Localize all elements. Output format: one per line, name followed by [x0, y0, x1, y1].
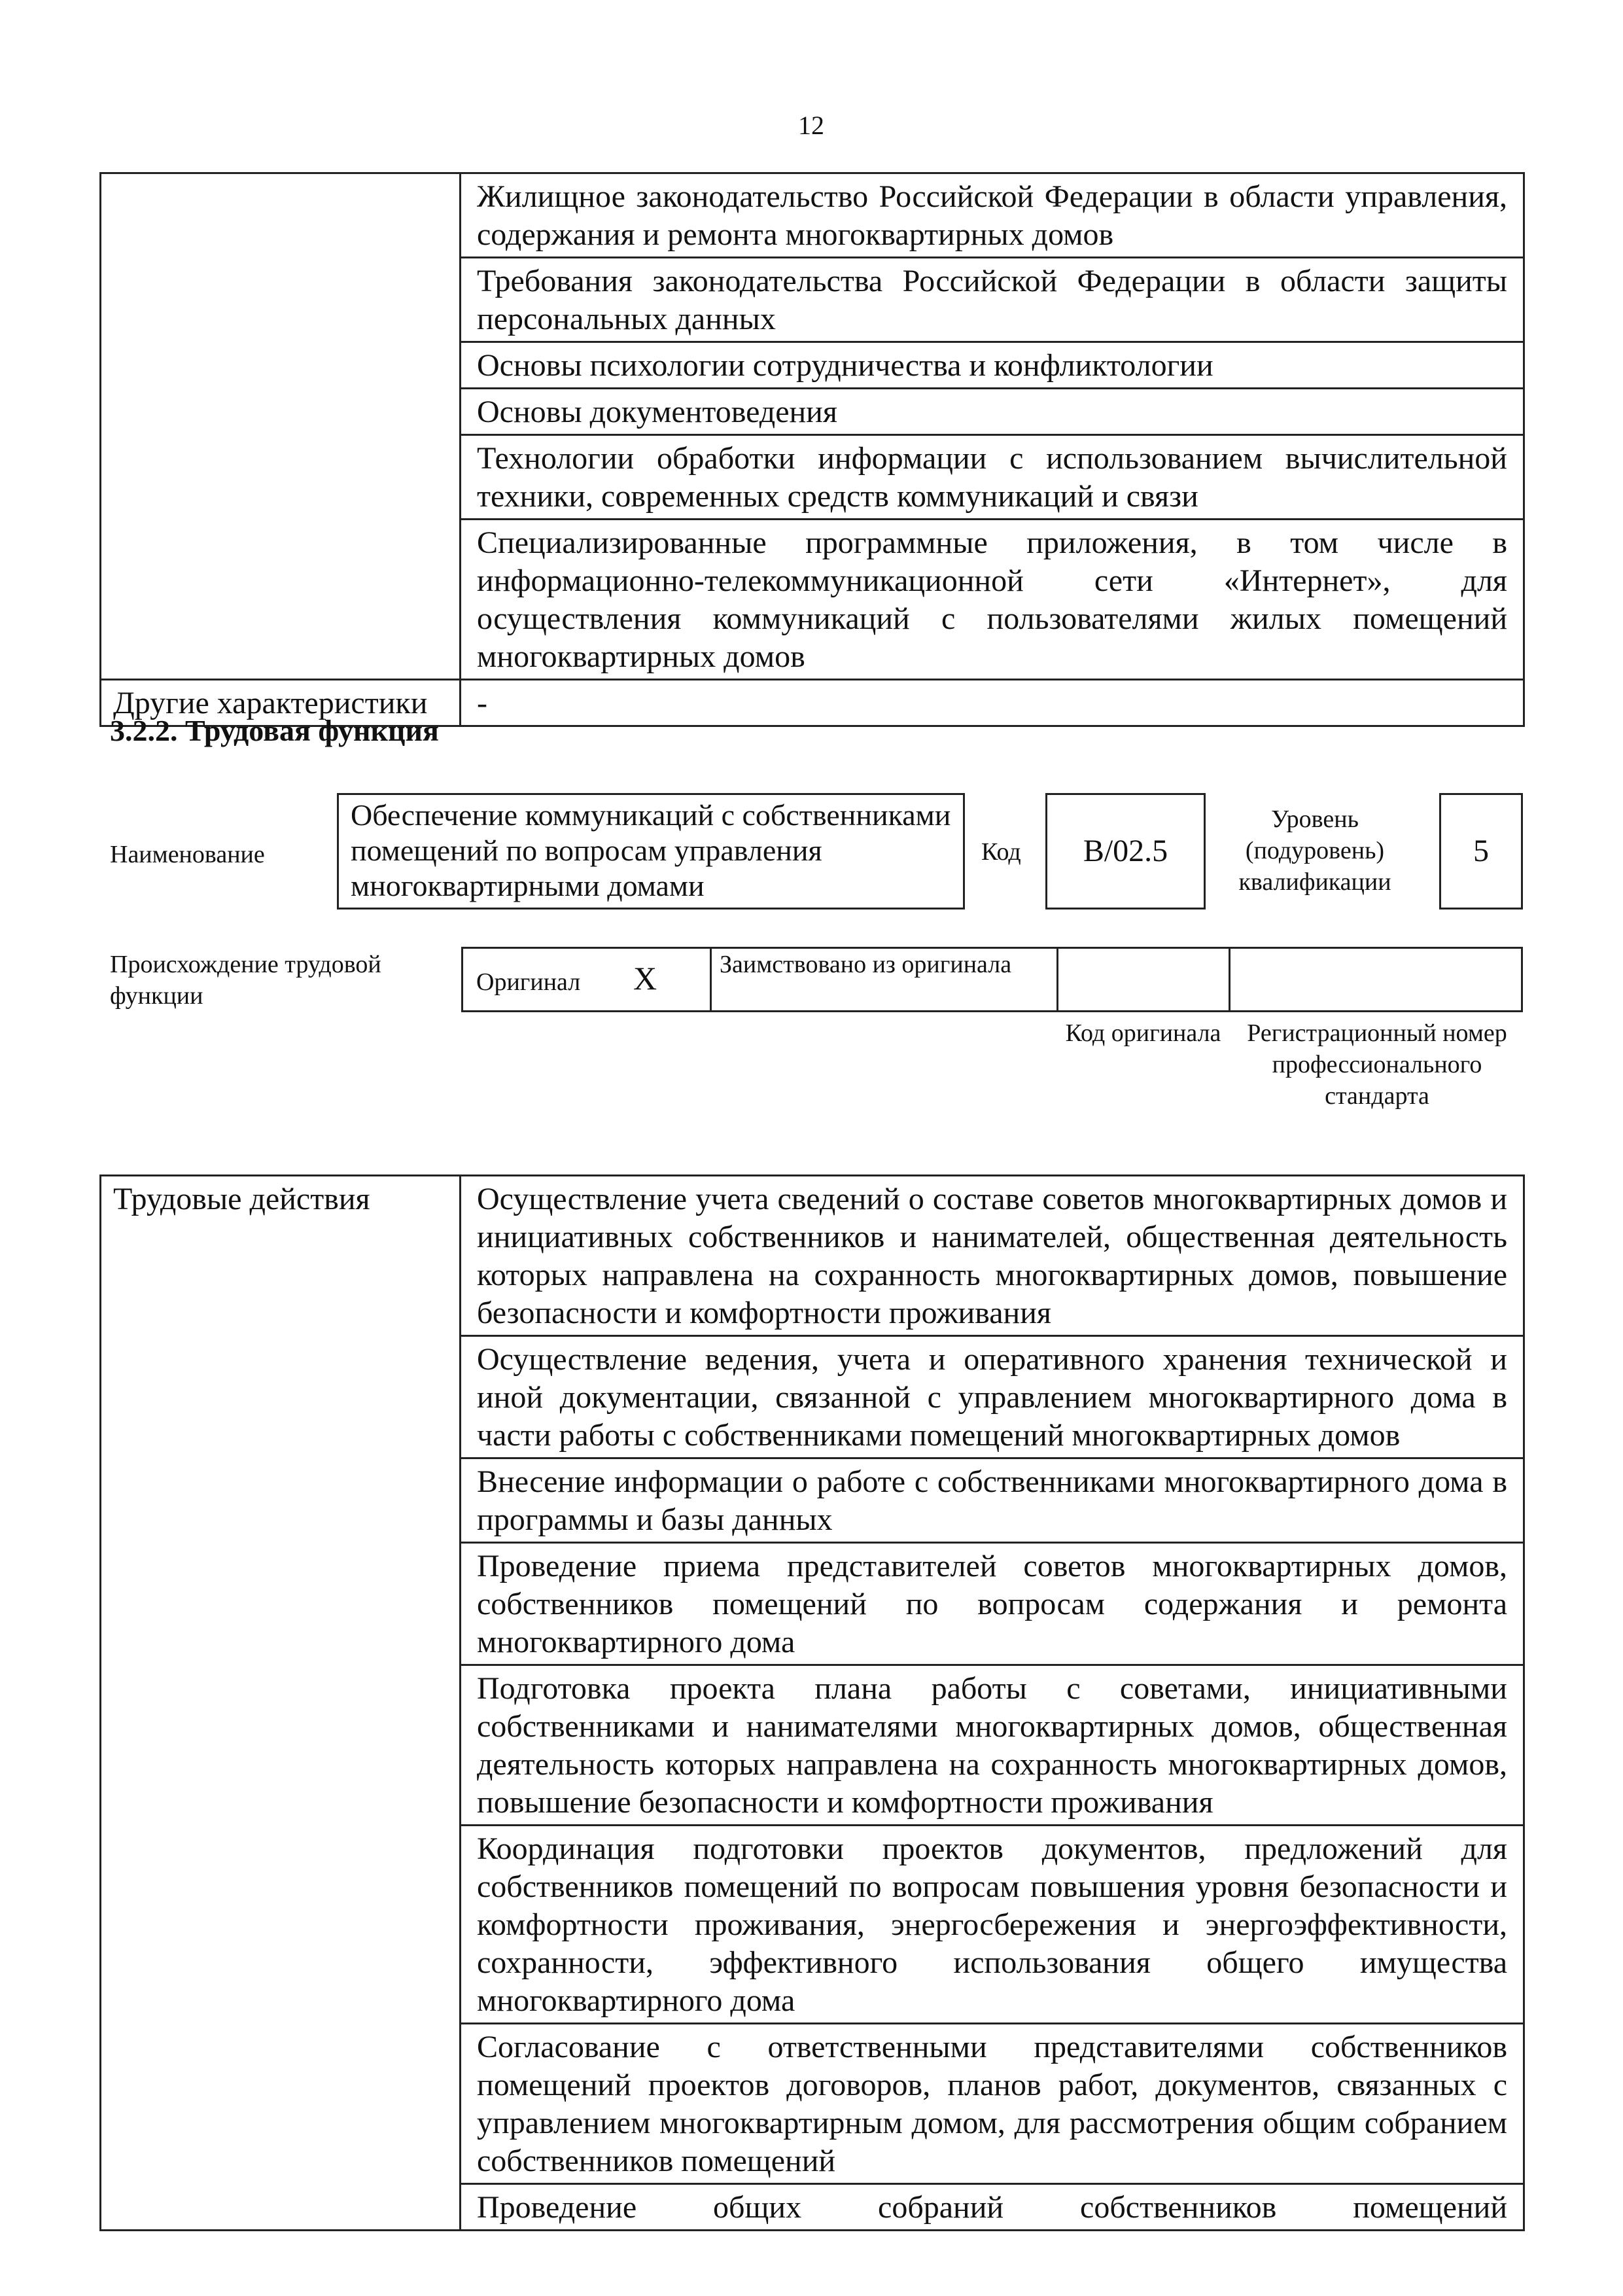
function-name: Обеспечение коммуникаций с собственниками помещений по вопросам управления многоквартирными домами — [351, 798, 951, 902]
code-value: B/02.5 — [1083, 834, 1168, 868]
borrowed-label: Заимствовано из оригинала — [720, 951, 1012, 978]
original-label: Оригинал — [476, 968, 581, 996]
table-row: Жилищное законодательство Российской Федерации в области управления, содержания и ремонта многоквартирных домов — [461, 173, 1524, 258]
table-row: Проведение приема представителей советов многоквартирных домов, собственников помещений по вопросам содержания и ремонта многоквартирного дома — [461, 1543, 1524, 1665]
level-value: 5 — [1473, 834, 1489, 868]
level-box — [1439, 793, 1523, 910]
code-caption: Код оригинала — [1065, 1019, 1221, 1047]
table-row: Основы документоведения — [461, 389, 1524, 435]
origin-label: Происхождение трудовой функции — [110, 951, 381, 1010]
table-row: Согласование с ответственными представителями собственников помещений проектов договоров, планов работ, документов, связанных с управлением многоквартирным домом, для рассмотрения общим собранием собственников помещений — [461, 2024, 1524, 2184]
table-row: Проведение общих собраний собственников помещений — [461, 2184, 1524, 2231]
table-row: Основы психологии сотрудничества и конфликтологии — [461, 342, 1524, 389]
name-box — [337, 793, 965, 910]
labor-actions-table — [99, 1174, 1525, 2231]
other-characteristics-value: - — [461, 680, 1524, 726]
empty-left-cell — [101, 173, 461, 680]
table-row: Внесение информации о работе с собственниками многоквартирного дома в программы и базы данных — [461, 1458, 1524, 1543]
reg-caption: Регистрационный номер профессионального стандарта — [1247, 1019, 1507, 1110]
table-row: Требования законодательства Российской Федерации в области защиты персональных данных — [461, 258, 1524, 342]
code-box — [1045, 793, 1206, 910]
original-mark: X — [633, 960, 657, 997]
table-row: Осуществление учета сведений о составе советов многоквартирных домов и инициативных собственников и нанимателей, общественная деятельность которых направлена на сохранность многоквартирных домов, повышение безопасности и комфортности проживания — [461, 1176, 1524, 1336]
level-label: Уровень (подуровень) квалификации — [1238, 805, 1391, 896]
section-heading: 3.2.2. Трудовая функция — [110, 714, 439, 747]
name-label: Наименование — [110, 841, 265, 868]
code-label: Код — [981, 838, 1021, 866]
other-characteristics-label: Другие характеристики — [101, 680, 461, 726]
labor-actions-label: Трудовые действия — [101, 1176, 461, 2231]
table-row: Специализированные программные приложения, в том числе в информационно-телекоммуникационной сети «Интернет», для осуществления коммуникаций с пользователями жилых помещений многоквартирных домов — [461, 520, 1524, 680]
table-row: Подготовка проекта плана работы с советами, инициативными собственниками и нанимателями многоквартирных домов, общественная деятельность которых направлена на сохранность многоквартирных домов, повышение безопасности и комфортности проживания — [461, 1665, 1524, 1826]
table-row: Технологии обработки информации с использованием вычислительной техники, современных средств коммуникаций и связи — [461, 435, 1524, 520]
table-row: Координация подготовки проектов документов, предложений для собственников помещений по вопросам повышения уровня безопасности и комфортности проживания, энергосбережения и энергоэффективности, сохранности, эффективного использования общего имущества многоквартирного дома — [461, 1826, 1524, 2024]
knowledge-table — [99, 172, 1525, 727]
table-row: Осуществление ведения, учета и оперативного хранения технической и иной документации, связанной с управлением многоквартирного дома в части работы с собственниками помещений многоквартирных домов — [461, 1336, 1524, 1458]
page-number: 12 — [798, 111, 824, 140]
